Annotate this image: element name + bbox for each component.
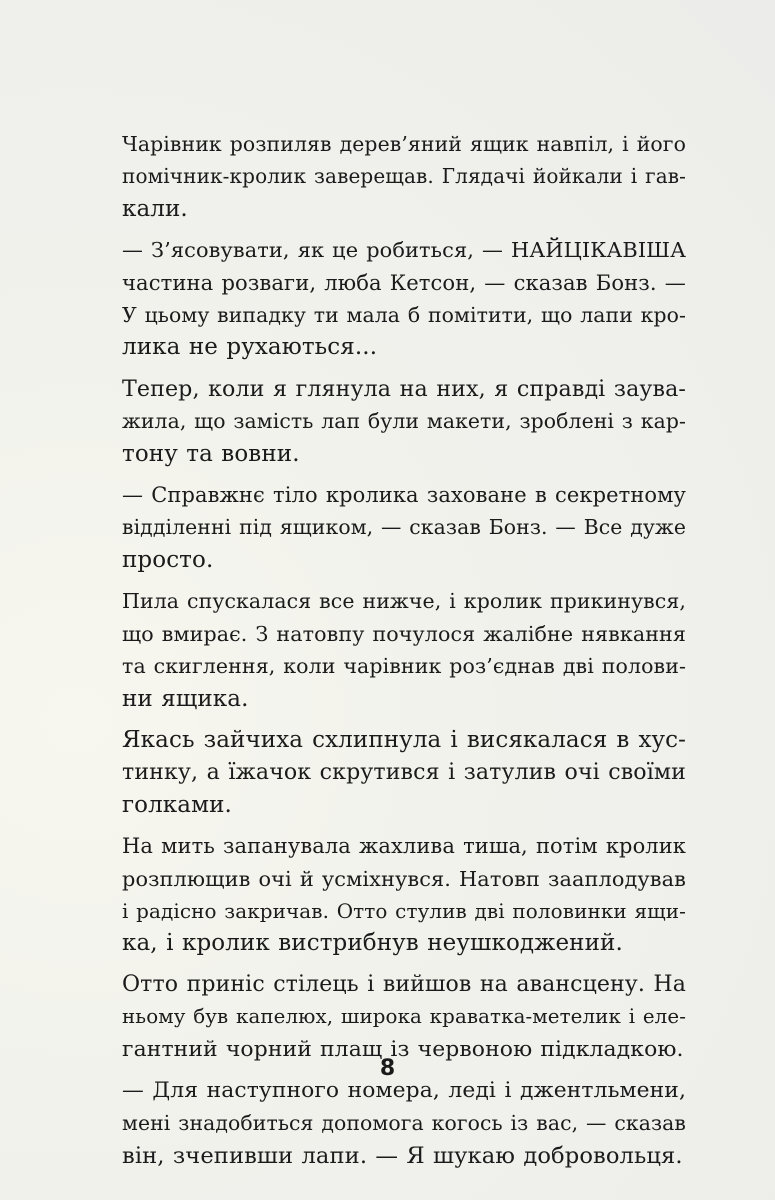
text-line: Якась зайчиха схлипнула і висякалася в хус-: [122, 726, 686, 753]
text-line: кали.: [122, 195, 188, 222]
paragraph-6: [122, 724, 686, 821]
paragraph-5: [122, 585, 686, 715]
paragraph-9: [122, 1075, 686, 1172]
text-line: і радісно закричав. Отто стулив дві половинки ящи-: [122, 898, 686, 923]
text-line: — Для наступного номера, леді і джентльмени,: [122, 1077, 686, 1103]
text-line: Отто приніс стілець і вийшов на авансцену. На: [122, 971, 686, 997]
text-line: частина розваги, люба Кетсон, — сказав Бонз. —: [122, 269, 686, 295]
paragraph-7: [122, 830, 686, 960]
text-line: Тепер, коли я глянула на них, я справді заува-: [122, 375, 686, 402]
text-line: розплющив очі й усміхнувся. Натовп зааплодував: [122, 866, 686, 891]
text-line: голками.: [122, 791, 232, 818]
paragraph-1: [122, 128, 686, 225]
text-line: та скиглення, коли чарівник роз’єднав дві полови-: [122, 654, 686, 679]
text-line: — З’ясовувати, як це робиться, — НАЙЦІКАВІША: [122, 238, 686, 263]
paragraph-2: [122, 234, 686, 364]
paragraph-8: [122, 969, 686, 1066]
text-line: лика не рухаються...: [122, 334, 378, 361]
text-line: що вмирає. З натовпу почулося жалібне нявкання: [122, 621, 686, 646]
text-line: Пила спускалася все нижче, і кролик прикинувся,: [122, 589, 686, 614]
text-line: — Справжнє тіло кролика заховане в секретному: [122, 483, 686, 508]
text-line: ка, і кролик вистрибнув неушкоджений.: [122, 930, 623, 957]
paragraph-4: [122, 479, 686, 576]
page-number: 8: [379, 1056, 396, 1081]
text-line: мені знадобиться допомога когось із вас, — сказав: [122, 1111, 686, 1136]
page-body: [122, 128, 686, 1181]
text-line: На мить запанувала жахлива тиша, потім кролик: [122, 834, 686, 859]
text-line: гантний чорний плащ із червоною підкладкою.: [122, 1036, 684, 1062]
text-line: тинку, а їжачок скрутився і затулив очі своїми: [122, 759, 686, 786]
text-line: тону та вовни.: [122, 440, 300, 467]
paragraph-3: [122, 373, 686, 470]
text-line: У цьому випадку ти мала б помітити, що лапи кро-: [122, 303, 686, 328]
text-line: жила, що замість лап були макети, зроблені з кар-: [122, 409, 686, 434]
text-line: Чарівник розпиляв дерев’яний ящик навпіл, і його: [122, 132, 686, 156]
text-line: ньому був капелюх, широка краватка-метелик і еле-: [122, 1005, 686, 1029]
text-line: помічник-кролик заверещав. Глядачі йойкали і гав-: [122, 164, 686, 189]
text-line: він, зчепивши лапи. — Я шукаю добровольця.: [122, 1142, 683, 1169]
text-line: відділенні під ящиком, — сказав Бонз. — Все дуже: [122, 515, 686, 540]
text-line: просто.: [122, 546, 214, 573]
text-line: ни ящика.: [122, 685, 249, 712]
